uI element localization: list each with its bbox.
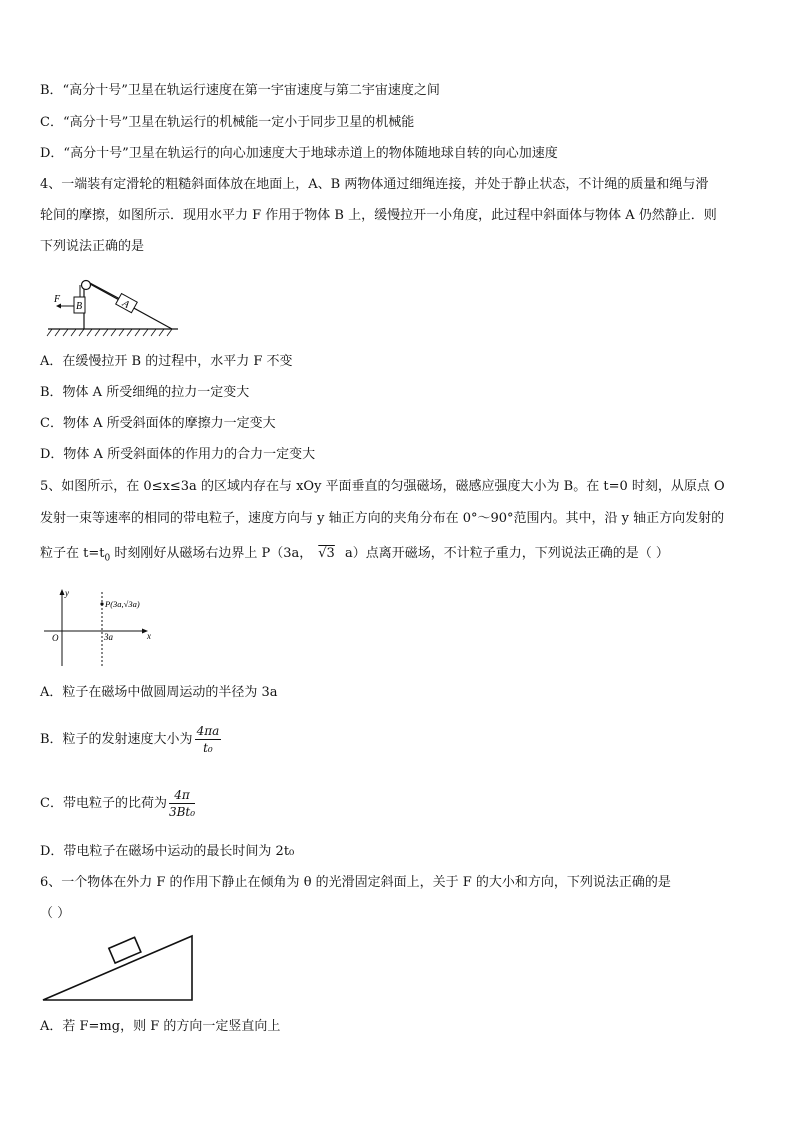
q5-option-a: A．粒子在磁场中做圆周运动的半径为 3a (40, 685, 278, 700)
pulley (82, 281, 91, 290)
label-f: F (54, 294, 61, 305)
rope-to-a (90, 283, 120, 299)
q5-magnetic-field-figure (40, 586, 160, 668)
y-label: y (65, 588, 69, 598)
point-p-label: P(3a,√3a) (105, 599, 140, 609)
q3-option-c: C．“高分十号”卫星在轨运行的机械能一定小于同步卫星的机械能 (40, 115, 415, 130)
q5-stem-line-2: 发射一束等速率的相同的带电粒子，速度方向与 y 轴正方向的夹角分布在 0°～90°范围内。其中，沿 y 轴正方向发射的 (40, 511, 725, 526)
q4-option-a: A．在缓慢拉开 B 的过程中，水平力 F 不变 (40, 354, 293, 369)
q4-option-b: B．物体 A 所受细绳的拉力一定变大 (40, 385, 250, 400)
block-a (115, 294, 137, 314)
ground-hatching (47, 329, 172, 336)
q6-stem-line-2: （ ） (40, 906, 71, 921)
q5-stem-3a: 粒子在 t=t (40, 546, 105, 561)
q5-stem-line-1: 5、如图所示，在 0≤x≤3a 的区域内存在与 xOy 平面垂直的匀强磁场，磁感应强度大小为 B。在 t=0 时刻，从原点 O (40, 479, 725, 494)
q5-stem-3sub: 0 (104, 553, 111, 564)
q5-stem-3c: a）点离开磁场，不计粒子重力，下列说法正确的是（ ） (340, 546, 669, 561)
origin-label: O (52, 633, 59, 643)
q5-option-c-fraction (169, 787, 195, 820)
q4-option-d: D．物体 A 所受斜面体的作用力的合力一定变大 (40, 447, 316, 462)
q3-option-b: B．“高分十号”卫星在轨运行速度在第一宇宙速度与第二宇宙速度之间 (40, 83, 440, 98)
q5-sqrt3: √3 (318, 546, 335, 561)
q6-stem-line-1: 6、一个物体在外力 F 的作用下静止在倾角为 θ 的光滑固定斜面上，关于 F 的大小和方向，下列说法正确的是 (40, 875, 671, 890)
q5-option-c (40, 786, 195, 822)
q4-option-c: C．物体 A 所受斜面体的摩擦力一定变大 (40, 416, 276, 431)
q5-option-b-denominator: t₀ (203, 741, 213, 755)
q5-option-c-numerator: 4π (169, 787, 195, 804)
q5-option-b-numerator: 4πa (196, 724, 220, 738)
q4-stem-line-2: 轮间的摩擦，如图所示．现用水平力 F 作用于物体 B 上，缓慢拉开一小角度，此过程中斜面体与物体 A 仍然静止．则 (40, 208, 717, 223)
q3-option-d: D．“高分十号”卫星在轨运行的向心加速度大于地球赤道上的物体随地球自转的向心加速度 (40, 146, 558, 161)
q5-option-d: D．带电粒子在磁场中运动的最长时间为 2t₀ (40, 844, 295, 859)
label-a: A (120, 298, 132, 311)
q5-option-b-text: B．粒子的发射速度大小为 (40, 732, 193, 747)
q5-stem-line-3 (40, 545, 669, 568)
point-p (100, 602, 103, 605)
q6-option-a: A．若 F=mg，则 F 的方向一定竖直向上 (40, 1019, 281, 1034)
q4-incline-pulley-figure (40, 272, 182, 340)
q5-option-b-fraction (195, 723, 222, 756)
x-label: x (147, 631, 151, 641)
q5-option-c-text: C．带电粒子的比荷为 (40, 796, 167, 811)
label-b: B (76, 301, 83, 312)
block-on-incline (109, 937, 141, 963)
q6-incline-figure (40, 932, 200, 1004)
q5-stem-3b: 时刻刚好从磁场右边界上 P（3a， (110, 546, 313, 561)
tick-3a-label: 3a (104, 632, 113, 642)
y-axis-arrowhead (60, 589, 65, 595)
q5-option-b (40, 722, 221, 758)
q4-stem-line-3: 下列说法正确的是 (40, 239, 145, 254)
q4-stem-line-1: 4、一端装有定滑轮的粗糙斜面体放在地面上，A、B 两物体通过细绳连接，并处于静止状态，不计绳的质量和绳与滑 (40, 177, 709, 192)
q5-option-c-denominator: 3Bt₀ (168, 805, 196, 819)
